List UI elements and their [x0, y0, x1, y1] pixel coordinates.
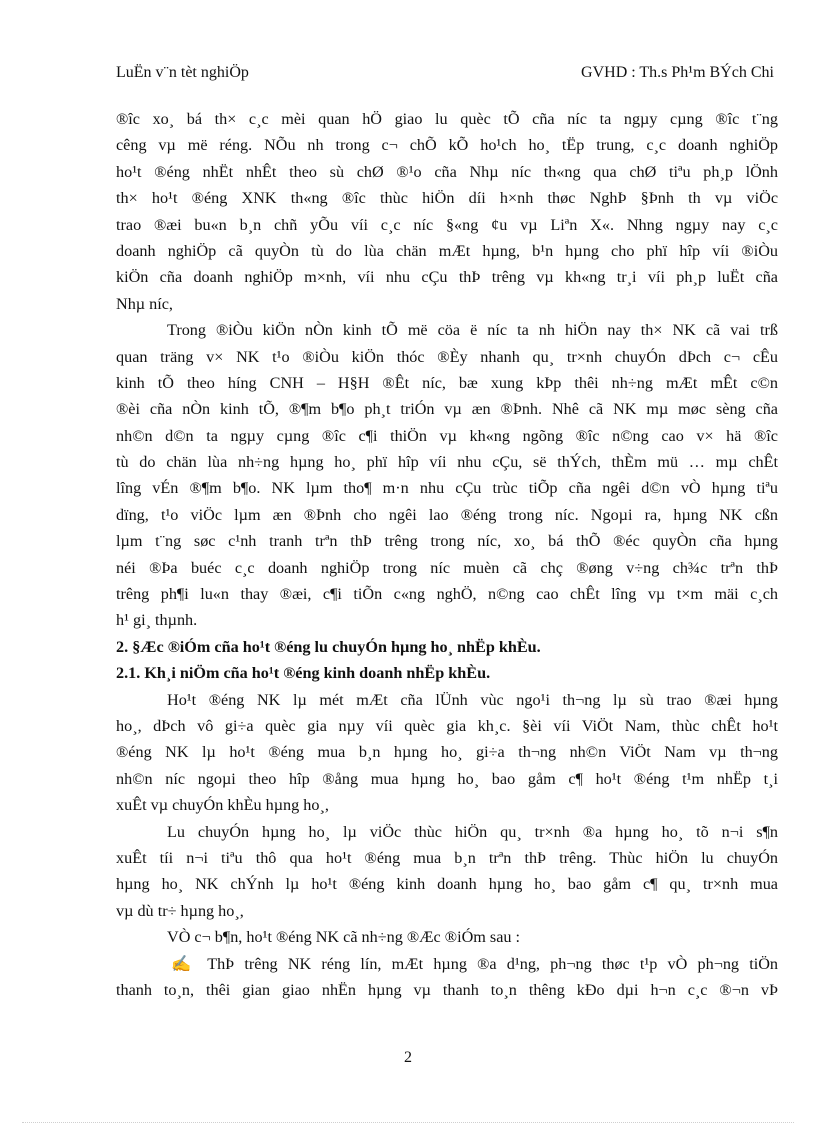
page-number: 2 [404, 1049, 412, 1066]
page-header [116, 62, 774, 86]
text-line: nh©n d©n ta ngµy cµng ®îc c¶i thiÖn vµ kh«ng ngõng ®îc n©ng cao v× hä ®îc [116, 426, 778, 445]
text-line: kiÖn cña doanh nghiÖp m×nh, víi nhu cÇu thÞ trêng vµ kh«ng tr¸i víi ph¸p luËt cña [116, 268, 778, 287]
text-line: kinh tÕ theo híng CNH – H§H ®Êt níc, bæ xung kÞp thêi nh÷ng mÆt mÊt c©n [116, 373, 778, 392]
text-line: doanh nghiÖp cã quyÒn tù do lùa chän mÆt hµng, b¹n hµng cho phï hîp víi ®iÒu [116, 241, 778, 260]
text-line: lµm t¨ng søc c¹nh tranh trªn thÞ trêng trong níc, xo¸ bá thÕ ®éc quyÒn cña hµng [116, 532, 778, 551]
header-supervisor: GVHD : Th.s Ph¹m BÝch Chi [581, 64, 774, 81]
bullet-line: ✍ ThÞ trêng NK réng lín, mÆt hµng ®a d¹ng, ph¬ng thøc t¹p vÒ ph¬ng tiÖn [171, 954, 778, 973]
text-line: cêng vµ më réng. NÕu nh trong c¬ chÕ kÕ ho¹ch ho¸ tËp trung, c¸c doanh nghiÖp [116, 136, 778, 155]
text-line: hµng ho¸ NK chÝnh lµ ho¹t ®éng kinh doanh hµng ho¸ bao gåm c¶ qu¸ tr×nh mua [116, 875, 778, 894]
text-line: nh©n níc ngoµi theo hîp ®ång mua hµng ho¸ bao gåm c¶ ho¹t ®éng t¹m nhËp t¸i [116, 769, 778, 788]
text-line: néi ®Þa buéc c¸c doanh nghiÖp trong níc muèn cã chç ®øng v÷ng ch¾c trªn thÞ [116, 558, 778, 577]
text-line: Trong ®iÒu kiÖn nÒn kinh tÕ më cöa ë níc ta nh hiÖn nay th× NK cã vai trß [167, 321, 778, 340]
subsection-heading: 2.1. Kh¸i niÖm cña ho¹t ®éng kinh doanh nhËp khÈu. [116, 664, 491, 683]
text-line: thanh to¸n, thêi gian giao nhËn hµng vµ thanh to¸n thêng kÐo dµi h¬n c¸c ®¬n vÞ [116, 980, 778, 999]
text-line: dïng, t¹o viÖc lµm æn ®Þnh cho ngêi lao ®éng trong níc. Ngoµi ra, hµng NK cßn [116, 505, 778, 524]
header-title: LuËn v¨n tèt nghiÖp [116, 64, 249, 81]
text-line: tù do chän lùa nh÷ng hµng ho¸ phï hîp víi nhu cÇu, së thÝch, thÈm mü … mµ chÊt [116, 453, 778, 472]
text-line: trêng ph¶i lu«n thay ®æi, c¶i tiÕn c«ng nghÖ, n©ng cao chÊt lîng vµ t×m mäi c¸ch [116, 585, 778, 604]
text-line: xuÊt tíi n¬i tiªu thô qua ho¹t ®éng mua b¸n trªn thÞ trêng. Thùc hiÖn lu chuyÓn [116, 848, 778, 867]
text-line: th× ho¹t ®éng XNK th«ng ®îc thùc hiÖn díi h×nh thøc NghÞ §Þnh th vµ viÖc [116, 189, 778, 208]
text-line: Lu chuyÓn hµng ho¸ lµ viÖc thùc hiÖn qu¸ tr×nh ®a hµng ho¸ tõ n¬i s¶n [167, 822, 778, 841]
text-line: trao ®æi bu«n b¸n chñ yÕu víi c¸c níc §«ng ¢u vµ Liªn X«. Nhng ngµy nay c¸c [116, 215, 778, 234]
text-line: ®èi cña nÒn kinh tÕ, ®¶m b¶o ph¸t triÓn vµ æn ®Þnh. Nhê cã NK mµ møc sèng cña [116, 400, 778, 419]
text-line: h¹ gi¸ thµnh. [116, 611, 198, 630]
text-line: quan träng v× NK t¹o ®iÒu kiÖn thóc ®Èy nhanh qu¸ tr×nh chuyÓn dÞch c¬ cÊu [116, 347, 778, 366]
text-line: ®éng NK lµ ho¹t ®éng mua b¸n hµng ho¸ gi÷a th¬ng nh©n ViÖt Nam vµ th¬ng [116, 743, 778, 762]
text-line: xuÊt vµ chuyÓn khÈu hµng ho¸, [116, 796, 329, 815]
text-line: ho¸, dÞch vô gi÷a quèc gia nµy víi quèc gia kh¸c. §èi víi ViÖt Nam, thùc chÊt ho¹t [116, 716, 778, 735]
document-body [116, 106, 778, 1003]
text-line: vµ dù tr÷ hµng ho¸, [116, 901, 244, 920]
text-line: ®îc xo¸ bá th× c¸c mèi quan hÖ giao lu quèc tÕ cña níc ta ngµy cµng ®îc t¨ng [116, 110, 778, 128]
text-line: VÒ c¬ b¶n, ho¹t ®éng NK cã nh÷ng ®Æc ®iÓm sau : [167, 928, 521, 947]
text-line: ho¹t ®éng nhËt nhÊt theo sù chØ ®¹o cña Nhµ níc th«ng qua chØ tiªu ph¸p lÖnh [116, 162, 778, 181]
text-line: Nhµ níc, [116, 294, 173, 313]
section-heading: 2. §Æc ®iÓm cña ho¹t ®éng lu chuyÓn hµng ho¸ nhËp khÈu. [116, 637, 541, 656]
text-line: Ho¹t ®éng NK lµ mét mÆt cña lÜnh vùc ngo¹i th¬ng lµ sù trao ®æi hµng [167, 690, 778, 709]
text-line: lîng vÉn ®¶m b¶o. NK lµm tho¶ m·n nhu cÇu trùc tiÕp cña ngêi d©n vÒ hµng tiªu [116, 479, 778, 498]
